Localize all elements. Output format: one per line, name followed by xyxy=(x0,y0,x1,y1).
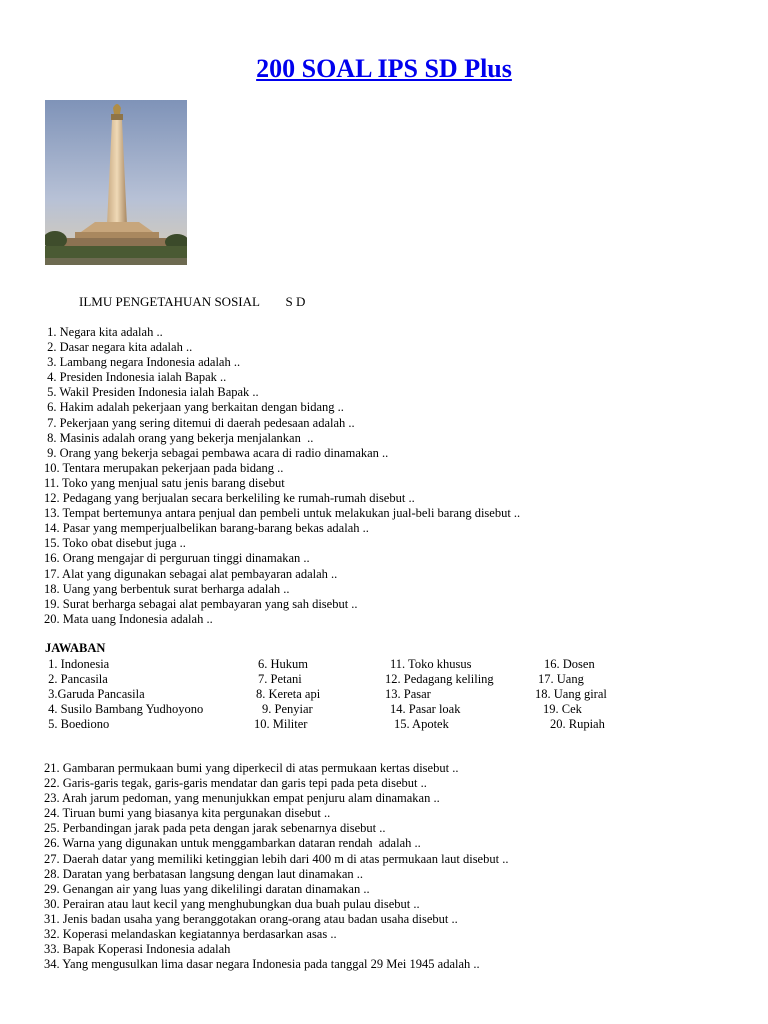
question-item: 17. Alat yang digunakan sebagai alat pembayaran adalah .. xyxy=(44,566,338,581)
question-item: 21. Gambaran permukaan bumi yang diperkecil di atas permukaan kertas disebut .. xyxy=(44,761,459,775)
answer-item: 6. Hukum xyxy=(258,657,308,671)
question-list-1-20 xyxy=(44,325,520,627)
question-item: 4. Presiden Indonesia ialah Bapak .. xyxy=(44,370,227,385)
answer-item: 9. Penyiar xyxy=(262,702,313,716)
question-item: 19. Surat berharga sebagai alat pembayaran yang sah disebut .. xyxy=(44,596,358,611)
question-item: 27. Daerah datar yang memiliki ketinggian lebih dari 400 m di atas permukaan laut disebut .. xyxy=(44,851,509,866)
question-item: 31. Jenis badan usaha yang beranggotakan orang-orang atau badan usaha disebut .. xyxy=(44,911,458,926)
answer-item: 3.Garuda Pancasila xyxy=(45,687,145,701)
answer-item: 1. Indonesia xyxy=(45,657,110,671)
answers-heading: JAWABAN xyxy=(45,641,106,655)
question-item: 6. Hakim adalah pekerjaan yang berkaitan dengan bidang .. xyxy=(44,400,344,415)
question-item: 9. Orang yang bekerja sebagai pembawa acara di radio dinamakan .. xyxy=(44,445,389,460)
question-item: 28. Daratan yang berbatasan langsung dengan laut dinamakan .. xyxy=(44,866,363,881)
question-item: 12. Pedagang yang berjualan secara berkeliling ke rumah-rumah disebut .. xyxy=(44,491,415,506)
answer-item: 11. Toko khusus xyxy=(390,657,472,671)
monumen-nasional-photo xyxy=(45,100,187,265)
answer-item: 14. Pasar loak xyxy=(390,702,461,716)
question-item: 2. Dasar negara kita adalah .. xyxy=(44,340,193,355)
subject-heading: ILMU PENGETAHUAN SOSIAL S D xyxy=(79,294,306,309)
question-item: 13. Tempat bertemunya antara penjual dan pembeli untuk melakukan jual-beli barang disebut .. xyxy=(44,506,521,521)
answer-item: 10. Militer xyxy=(254,717,308,731)
answer-item: 15. Apotek xyxy=(394,717,449,731)
page-title-link[interactable]: 200 SOAL IPS SD Plus xyxy=(256,54,512,83)
question-item: 5. Wakil Presiden Indonesia ialah Bapak .. xyxy=(44,385,259,400)
question-item: 34. Yang mengusulkan lima dasar negara Indonesia pada tanggal 29 Mei 1945 adalah .. xyxy=(44,957,480,972)
question-item: 10. Tentara merupakan pekerjaan pada bidang .. xyxy=(44,460,284,475)
question-item: 32. Koperasi melandaskan kegiatannya berdasarkan asas .. xyxy=(44,927,337,942)
question-item: 26. Warna yang digunakan untuk menggambarkan dataran rendah adalah .. xyxy=(44,836,421,851)
question-item: 1. Negara kita adalah .. xyxy=(44,325,163,339)
question-item: 8. Masinis adalah orang yang bekerja menjalankan .. xyxy=(44,430,314,445)
answer-item: 4. Susilo Bambang Yudhoyono xyxy=(45,702,204,716)
question-item: 20. Mata uang Indonesia adalah .. xyxy=(44,611,213,626)
question-item: 15. Toko obat disebut juga .. xyxy=(44,536,186,551)
question-item: 24. Tiruan bumi yang biasanya kita pergunakan disebut .. xyxy=(44,806,331,821)
question-item: 18. Uang yang berbentuk surat berharga adalah .. xyxy=(44,581,290,596)
question-list-21-34 xyxy=(44,761,508,972)
question-item: 11. Toko yang menjual satu jenis barang disebut xyxy=(44,475,285,490)
question-item: 25. Perbandingan jarak pada peta dengan jarak sebenarnya disebut .. xyxy=(44,821,386,836)
question-item: 33. Bapak Koperasi Indonesia adalah xyxy=(44,942,231,957)
answer-item: 8. Kereta api xyxy=(256,687,321,701)
answer-item: 20. Rupiah xyxy=(550,717,605,731)
answer-item: 18. Uang giral xyxy=(535,687,607,701)
answer-item: 7. Petani xyxy=(258,672,302,686)
question-item: 30. Perairan atau laut kecil yang menghubungkan dua buah pulau disebut .. xyxy=(44,896,420,911)
question-item: 16. Orang mengajar di perguruan tinggi dinamakan .. xyxy=(44,551,310,566)
answer-item: 2. Pancasila xyxy=(45,672,108,686)
question-item: 14. Pasar yang memperjualbelikan barang-barang bekas adalah .. xyxy=(44,521,369,536)
answer-item: 17. Uang xyxy=(538,672,584,686)
answer-item: 12. Pedagang keliling xyxy=(385,672,494,686)
question-item: 22. Garis-garis tegak, garis-garis mendatar dan garis tepi pada peta disebut .. xyxy=(44,776,427,791)
question-item: 3. Lambang negara Indonesia adalah .. xyxy=(44,355,241,370)
question-item: 29. Genangan air yang luas yang dikelilingi daratan dinamakan .. xyxy=(44,881,370,896)
answer-item: 13. Pasar xyxy=(385,687,431,701)
question-item: 23. Arah jarum pedoman, yang menunjukkan empat penjuru alam dinamakan .. xyxy=(44,791,440,806)
answer-item: 16. Dosen xyxy=(544,657,595,671)
answer-item: 19. Cek xyxy=(543,702,582,716)
answer-item: 5. Boediono xyxy=(45,717,110,731)
question-item: 7. Pekerjaan yang sering ditemui di daerah pedesaan adalah .. xyxy=(44,415,355,430)
